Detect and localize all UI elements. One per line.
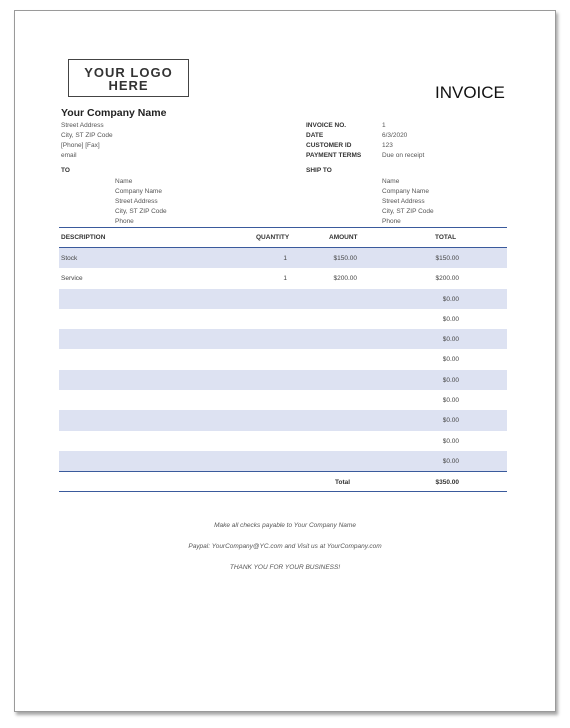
table-header <box>59 227 507 248</box>
table-row <box>59 410 507 430</box>
cell-description: Stock <box>61 255 78 262</box>
cell-description: Service <box>61 275 83 283</box>
to-city: City, ST ZIP Code <box>115 208 167 215</box>
cell-total: $200.00 <box>435 275 459 283</box>
payment-terms-value: Due on receipt <box>382 152 425 159</box>
cell-total: $0.00 <box>442 457 459 465</box>
invoice-no-value: 1 <box>382 122 386 129</box>
table-row <box>59 451 507 471</box>
customer-id-label: CUSTOMER ID <box>306 142 352 149</box>
invoice-meta-values <box>382 121 424 161</box>
table-row <box>59 248 507 268</box>
cell-total: $0.00 <box>442 437 459 445</box>
total-label: Total <box>335 479 351 487</box>
to-phone: Phone <box>115 218 134 225</box>
total-row <box>59 471 507 492</box>
company-phone: [Phone] [Fax] <box>61 142 100 149</box>
invoice-meta-labels <box>306 121 361 161</box>
bill-to-block <box>115 177 167 227</box>
invoice-no-label: INVOICE NO. <box>306 122 347 129</box>
company-address <box>61 121 113 161</box>
invoice-page <box>14 10 556 712</box>
table-row <box>59 268 507 288</box>
company-email: email <box>61 152 77 159</box>
cell-total: $0.00 <box>442 315 459 323</box>
table-body <box>59 248 507 471</box>
footer-checks-note: Make all checks payable to Your Company Name <box>214 522 356 529</box>
table-row <box>59 431 507 451</box>
table-row <box>59 370 507 390</box>
ship-to-block <box>382 177 434 227</box>
ship-to-label: SHIP TO <box>306 167 332 174</box>
cell-quantity: 1 <box>283 275 287 283</box>
company-street: Street Address <box>61 122 104 129</box>
table-row <box>59 329 507 349</box>
table-row <box>59 309 507 329</box>
ship-to-company: Company Name <box>382 188 429 195</box>
ship-to-phone: Phone <box>382 218 401 225</box>
header-description: DESCRIPTION <box>61 234 106 241</box>
date-label: DATE <box>306 132 324 139</box>
cell-total: $150.00 <box>435 255 459 262</box>
cell-total: $0.00 <box>442 295 459 303</box>
to-street: Street Address <box>115 198 158 205</box>
cell-total: $0.00 <box>442 376 459 384</box>
cell-amount: $150.00 <box>333 255 357 262</box>
cell-total: $0.00 <box>442 397 459 405</box>
cell-total: $0.00 <box>442 417 459 425</box>
header-quantity: QUANTITY <box>256 234 290 241</box>
footer-paypal-note: Paypal: YourCompany@YC.com and Visit us at YourCompany.com <box>188 543 382 550</box>
logo-placeholder <box>68 59 189 97</box>
company-city: City, ST ZIP Code <box>61 132 113 139</box>
ship-to-city: City, ST ZIP Code <box>382 208 434 215</box>
cell-total: $0.00 <box>442 336 459 344</box>
cell-quantity: 1 <box>283 255 287 262</box>
header-amount: AMOUNT <box>329 234 358 241</box>
payment-terms-label: PAYMENT TERMS <box>306 152 362 159</box>
cell-total: $0.00 <box>442 356 459 364</box>
company-name: Your Company Name <box>61 107 167 119</box>
cell-amount: $200.00 <box>333 275 357 283</box>
date-value: 6/3/2020 <box>382 132 408 139</box>
table-row <box>59 289 507 309</box>
ship-to-name: Name <box>382 178 400 185</box>
invoice-title: INVOICE <box>435 83 505 102</box>
to-label: TO <box>61 167 70 174</box>
header-total: TOTAL <box>435 234 457 241</box>
to-name: Name <box>115 178 133 185</box>
customer-id-value: 123 <box>382 142 393 149</box>
logo-line-1: YOUR LOGO <box>84 65 173 80</box>
ship-to-street: Street Address <box>382 198 425 205</box>
table-row <box>59 349 507 369</box>
footer-thank-you: THANK YOU FOR YOUR BUSINESS! <box>229 564 341 571</box>
table-row <box>59 390 507 410</box>
line-items-table <box>59 227 507 492</box>
grand-total-value: $350.00 <box>435 479 459 487</box>
to-company: Company Name <box>115 188 162 195</box>
logo-line-2: HERE <box>108 78 149 93</box>
